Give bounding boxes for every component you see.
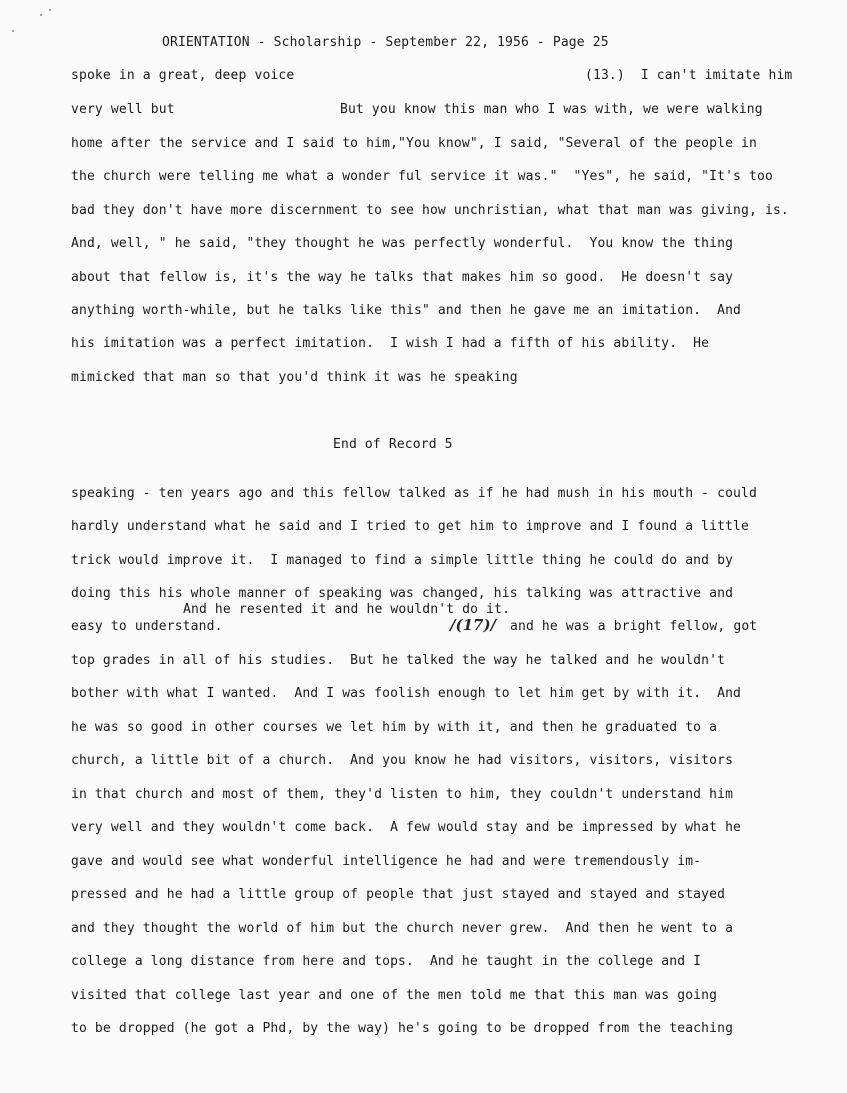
section-heading: End of Record 5	[333, 437, 453, 452]
text-line: very well and they wouldn't come back. A few would stay and be impressed by what he	[71, 820, 742, 835]
text-line: top grades in all of his studies. But he talked the way he talked and he wouldn't	[71, 653, 726, 668]
text-line: about that fellow is, it's the way he talks that makes him so good. He doesn't say	[71, 270, 734, 285]
page-speck	[40, 14, 42, 16]
text-line: But you know this man who I was with, we were walking	[340, 102, 763, 117]
text-line: doing this his whole manner of speaking was changed, his talking was attractive and	[71, 586, 734, 601]
text-line: hardly understand what he said and I tried to get him to improve and I found a little	[71, 519, 750, 534]
text-line: gave and would see what wonderful intelligence he had and were tremendously im-	[71, 854, 702, 869]
text-line: home after the service and I said to him,"You know", I said, "Several of the people in	[71, 136, 757, 151]
page-speck	[12, 30, 14, 32]
text-line: and he was a bright fellow, got	[510, 619, 758, 634]
interlinear-insertion: And he resented it and he wouldn't do it.	[183, 602, 511, 617]
text-line: college a long distance from here and tops. And he taught in the college and I	[71, 954, 702, 969]
text-line: speaking - ten years ago and this fellow talked as if he had mush in his mouth - could	[71, 486, 757, 501]
text-line: visited that college last year and one of the men told me that this man was going	[71, 988, 718, 1003]
text-line: to be dropped (he got a Phd, by the way) he's going to be dropped from the teaching	[71, 1021, 734, 1036]
text-line: his imitation was a perfect imitation. I wish I had a fifth of his ability. He	[71, 336, 710, 351]
text-line: and they thought the world of him but the church never grew. And then he went to a	[71, 921, 734, 936]
text-line: bother with what I wanted. And I was foolish enough to let him get by with it. And	[71, 686, 742, 701]
text-line: he was so good in other courses we let him by with it, and then he graduated to a	[71, 720, 718, 735]
text-line: in that church and most of them, they'd listen to him, they couldn't understand him	[71, 787, 734, 802]
text-line: mimicked that man so that you'd think it was he speaking	[71, 370, 518, 385]
text-line: trick would improve it. I managed to find a simple little thing he could do and by	[71, 553, 734, 568]
text-line: And, well, " he said, "they thought he was perfectly wonderful. You know the thing	[71, 236, 734, 251]
handwritten-mark: /(17)/	[450, 616, 497, 634]
text-line: spoke in a great, deep voice	[71, 68, 295, 83]
text-line: (13.) I can't imitate him	[585, 68, 793, 83]
text-line: anything worth-while, but he talks like this" and then he gave me an imitation. And	[71, 303, 742, 318]
page-speck	[49, 9, 51, 11]
text-line: easy to understand.	[71, 619, 223, 634]
text-line: bad they don't have more discernment to see how unchristian, what that man was giving, is.	[71, 203, 789, 218]
text-line: the church were telling me what a wonder ful service it was." "Yes", he said, "It's too	[71, 169, 773, 184]
text-line: church, a little bit of a church. And you know he had visitors, visitors, visitors	[71, 753, 734, 768]
running-header: ORIENTATION - Scholarship - September 22, 1956 - Page 25	[162, 35, 609, 50]
text-line: pressed and he had a little group of people that just stayed and stayed and stayed	[71, 887, 726, 902]
text-line: very well but	[71, 102, 175, 117]
